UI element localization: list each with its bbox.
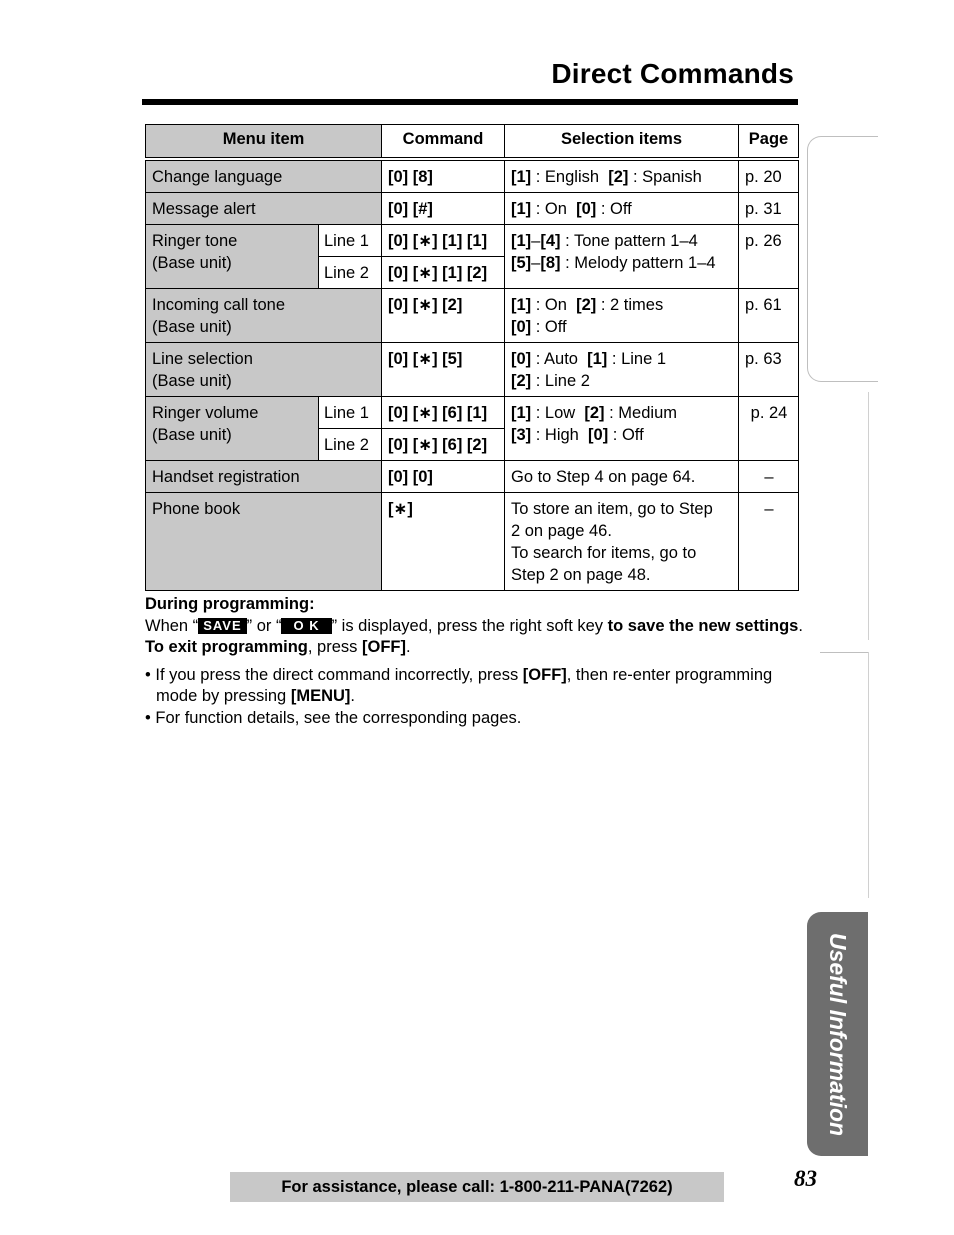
note-text: , press	[307, 638, 362, 656]
selection-text: : Spanish	[628, 168, 702, 186]
selection-cell	[505, 289, 739, 343]
command-cell: [0] [#]	[382, 193, 505, 225]
table-row	[146, 161, 799, 193]
title-rule	[142, 99, 798, 105]
menu-item-line: Line selection	[152, 350, 253, 368]
header-menu-item: Menu item	[146, 125, 382, 158]
selection-key: [2]	[576, 296, 597, 314]
note-text: .	[798, 616, 803, 635]
selection-key: [1]	[587, 350, 608, 368]
selection-text: : Melody pattern 1–4	[560, 254, 716, 272]
selection-text: : Line 2	[531, 372, 590, 390]
section-tab	[807, 912, 868, 1156]
notes-bullets	[145, 665, 805, 730]
page-cell: p. 63	[739, 343, 799, 397]
note-text: , then re-enter programming mode by pressing	[156, 665, 777, 705]
selection-text: : Line 1	[607, 350, 667, 368]
menu-item-cell	[146, 397, 319, 461]
command-cell: [0] [∗] [1] [1]	[382, 225, 505, 257]
programming-notes	[145, 594, 805, 729]
header-page: Page	[739, 125, 799, 158]
selection-text: : Medium	[604, 404, 677, 422]
menu-item-line: Ringer tone	[152, 232, 238, 250]
menu-item-cell: Handset registration	[146, 461, 382, 493]
selection-key: [5]	[511, 254, 532, 272]
page-number: 83	[794, 1166, 817, 1191]
selection-cell: Go to Step 4 on page 64.	[505, 461, 739, 493]
selection-key: [4]	[540, 232, 561, 250]
side-divider	[820, 652, 868, 653]
side-divider	[868, 652, 869, 898]
command-cell: [0] [∗] [5]	[382, 343, 505, 397]
selection-key: [1]	[511, 296, 532, 314]
selection-text: : Off	[608, 426, 644, 444]
selection-text: : English	[531, 168, 609, 186]
command-cell: [0] [∗] [6] [2]	[382, 429, 505, 461]
menu-key-label: [MENU]	[290, 687, 351, 705]
selection-key: [2]	[584, 404, 605, 422]
menu-item-cell	[146, 225, 319, 289]
side-tab-outline	[807, 136, 878, 382]
menu-item-cell: Phone book	[146, 493, 382, 591]
selection-cell	[505, 343, 739, 397]
table-row	[146, 193, 799, 225]
note-text: ” or “	[246, 616, 282, 635]
bullet-item	[145, 665, 805, 708]
page-cell: p. 24	[739, 397, 799, 461]
selection-text: : Tone pattern 1–4	[560, 232, 698, 250]
selection-key: [3]	[511, 426, 532, 444]
selection-key: [0]	[576, 200, 597, 218]
command-cell: [0] [8]	[382, 161, 505, 193]
selection-key: [1]	[511, 404, 532, 422]
note-bold-text: To exit programming	[145, 638, 308, 656]
menu-item-line: Incoming call tone	[152, 296, 285, 314]
selection-key: [1]	[511, 200, 532, 218]
menu-item-line: (Base unit)	[152, 426, 232, 444]
selection-text: : High	[531, 426, 589, 444]
page-cell: p. 20	[739, 161, 799, 193]
selection-cell	[505, 161, 739, 193]
side-divider	[868, 392, 869, 640]
menu-item-line: (Base unit)	[152, 372, 232, 390]
direct-commands-table	[145, 124, 799, 591]
section-tab-label: Useful Information	[825, 932, 852, 1136]
command-cell: [∗]	[382, 493, 505, 591]
selection-key: [2]	[511, 372, 532, 390]
table-row	[146, 225, 799, 257]
command-cell: [0] [∗] [6] [1]	[382, 397, 505, 429]
exit-instruction	[145, 637, 805, 659]
selection-cell	[505, 193, 739, 225]
selection-key: [2]	[608, 168, 629, 186]
selection-key: [0]	[588, 426, 609, 444]
selection-text: : Low	[531, 404, 585, 422]
page-cell: p. 26	[739, 225, 799, 289]
note-text: • If you press the direct command incorrectly, press	[145, 665, 523, 684]
table-row	[146, 397, 799, 429]
page-cell: p. 61	[739, 289, 799, 343]
note-text: .	[405, 638, 411, 656]
page-cell: p. 31	[739, 193, 799, 225]
line-cell: Line 2	[319, 429, 382, 461]
note-text: .	[350, 687, 355, 705]
selection-cell	[505, 397, 739, 461]
selection-text: –	[531, 254, 541, 272]
table-row	[146, 493, 799, 591]
table-row	[146, 289, 799, 343]
header-command: Command	[382, 125, 505, 158]
table-row	[146, 343, 799, 397]
selection-key: [0]	[511, 350, 532, 368]
selection-cell	[505, 225, 739, 289]
line-cell: Line 2	[319, 257, 382, 289]
line-cell: Line 1	[319, 397, 382, 429]
page-title: Direct Commands	[551, 58, 794, 89]
line-cell: Line 1	[319, 225, 382, 257]
command-cell: [0] [∗] [2]	[382, 289, 505, 343]
selection-text: : On	[531, 200, 577, 218]
selection-key: [1]	[511, 232, 532, 250]
selection-text: : Off	[531, 318, 567, 336]
menu-item-line: Ringer volume	[152, 404, 259, 422]
selection-key: [0]	[511, 318, 532, 336]
save-key-label: SAVE	[198, 618, 246, 634]
table-row	[146, 461, 799, 493]
selection-text: : 2 times	[596, 296, 664, 314]
menu-item-cell: Message alert	[146, 193, 382, 225]
command-cell: [0] [0]	[382, 461, 505, 493]
menu-item-cell: Change language	[146, 161, 382, 193]
table-header-row	[146, 125, 799, 158]
command-cell: [0] [∗] [1] [2]	[382, 257, 505, 289]
note-text: ” is displayed, press the right soft key	[331, 616, 608, 635]
selection-key: [1]	[511, 168, 532, 186]
save-instruction	[145, 616, 805, 638]
selection-line: 2 on page 46.	[511, 522, 612, 540]
selection-text: : Off	[596, 200, 632, 218]
selection-text: : Auto	[531, 350, 588, 368]
bullet-item: • For function details, see the corresponding pages.	[145, 708, 522, 727]
ok-key-label: O K	[281, 618, 331, 634]
menu-item-line: (Base unit)	[152, 254, 232, 272]
note-text: When “	[145, 616, 199, 635]
header-selection-items: Selection items	[505, 125, 739, 158]
selection-cell	[505, 493, 739, 591]
page-cell: –	[739, 493, 799, 591]
off-key-label: [OFF]	[361, 638, 406, 656]
off-key-label: [OFF]	[522, 665, 567, 684]
selection-line: To store an item, go to Step	[511, 500, 713, 518]
selection-line: Step 2 on page 48.	[511, 566, 651, 584]
page-cell: –	[739, 461, 799, 493]
selection-line: To search for items, go to	[511, 544, 697, 562]
menu-item-line: (Base unit)	[152, 318, 232, 336]
during-programming-heading: During programming:	[145, 595, 315, 613]
assistance-footer: For assistance, please call: 1-800-211-PANA(7262)	[230, 1172, 724, 1202]
menu-item-cell	[146, 343, 382, 397]
selection-text: : On	[531, 296, 577, 314]
menu-item-cell	[146, 289, 382, 343]
note-bold-text: to save the new settings	[607, 616, 799, 635]
selection-key: [8]	[540, 254, 561, 272]
selection-text: –	[531, 232, 541, 250]
